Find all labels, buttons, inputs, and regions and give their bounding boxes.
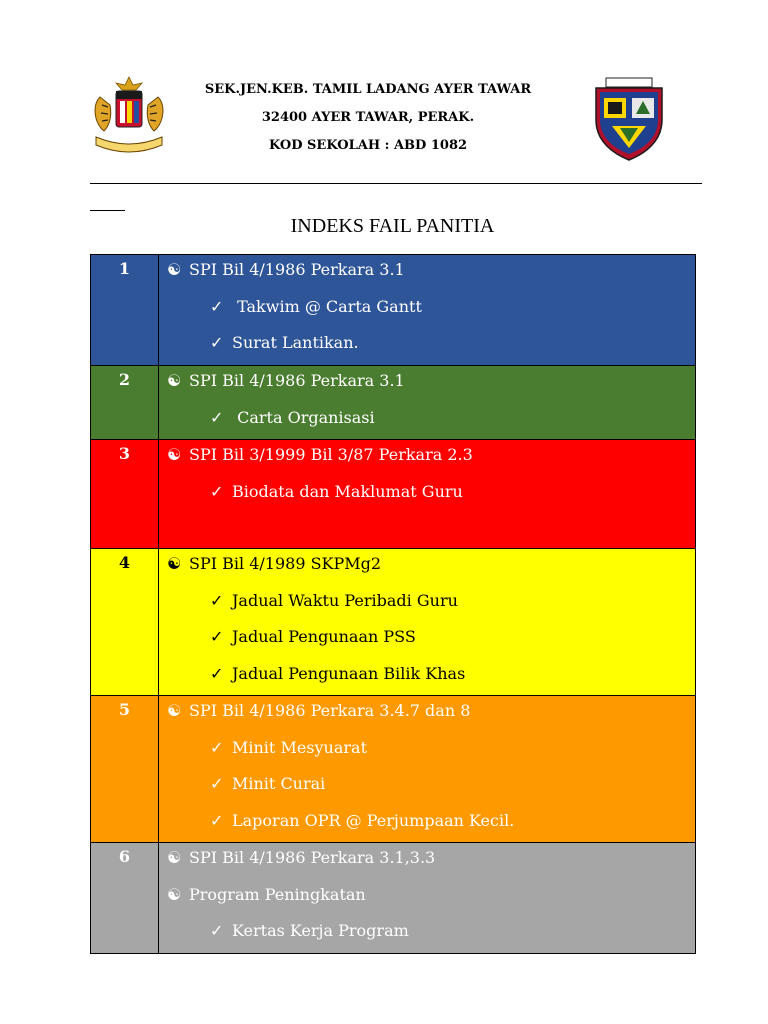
row-number: 6 [91, 843, 159, 954]
row-number: 3 [91, 440, 159, 549]
checklist-item [159, 659, 695, 696]
checklist-item [159, 328, 695, 365]
school-header [180, 80, 556, 164]
index-row [91, 549, 696, 696]
spi-reference-text: SPI Bil 4/1986 Perkara 3.4.7 dan 8 [189, 701, 471, 720]
index-row [91, 255, 696, 366]
spi-reference [159, 255, 695, 292]
row-content [159, 366, 696, 440]
checklist-item-text: Jadual Pengunaan Bilik Khas [232, 663, 466, 683]
check-icon: ✓ [210, 774, 224, 793]
school-code: KOD SEKOLAH : ABD 1082 [268, 138, 468, 153]
row-number: 5 [91, 696, 159, 843]
spi-reference-text: SPI Bil 4/1986 Perkara 3.1 [189, 260, 405, 279]
checklist-item-text: Carta Organisasi [232, 407, 375, 427]
check-icon: ✓ [210, 663, 224, 683]
check-icon: ✓ [210, 296, 224, 316]
checklist-item [159, 769, 695, 806]
checklist-item-text: Takwim @ Carta Gantt [232, 296, 422, 316]
row-content [159, 255, 696, 366]
check-icon: ✓ [210, 590, 224, 610]
row-content [159, 696, 696, 843]
check-icon: ✓ [210, 737, 224, 757]
index-row [91, 696, 696, 843]
checklist-item [159, 403, 695, 440]
row-content [159, 440, 696, 549]
row-content [159, 549, 696, 696]
row-content [159, 843, 696, 954]
checklist-item-text: Laporan OPR @ Perjumpaan Kecil. [232, 810, 515, 830]
check-icon: ✓ [210, 407, 224, 427]
row-number: 4 [91, 549, 159, 696]
school-address: 32400 AYER TAWAR, PERAK. [261, 110, 475, 125]
checklist-item [159, 292, 695, 329]
spi-reference [159, 880, 695, 917]
national-crest-logo [86, 75, 172, 161]
checklist-item [159, 806, 695, 843]
index-row [91, 366, 696, 440]
checklist-item-text: Minit Mesyuarat [232, 737, 367, 757]
spi-reference-text: SPI Bil 3/1999 Bil 3/87 Perkara 2.3 [189, 445, 473, 464]
check-icon: ✓ [210, 333, 224, 352]
yin-yang-icon: ☯ [167, 260, 182, 279]
spi-reference [159, 843, 695, 880]
spi-reference-text: SPI Bil 4/1986 Perkara 3.1 [189, 371, 405, 390]
checklist-item [159, 477, 695, 514]
checklist-item-text: Minit Curai [232, 774, 326, 793]
spi-reference-text: SPI Bil 4/1986 Perkara 3.1,3.3 [189, 848, 436, 867]
yin-yang-icon: ☯ [167, 371, 182, 390]
header-divider [90, 183, 702, 184]
spi-reference-text: SPI Bil 4/1989 SKPMg2 [189, 554, 382, 573]
checklist-item [159, 622, 695, 659]
checklist-item-text: Biodata dan Maklumat Guru [232, 481, 463, 501]
document-title: INDEKS FAIL PANITIA [290, 215, 495, 237]
school-name: SEK.JEN.KEB. TAMIL LADANG AYER TAWAR [204, 82, 532, 97]
yin-yang-icon: ☯ [167, 445, 182, 464]
index-row [91, 440, 696, 549]
header-divider-short [90, 210, 125, 211]
check-icon: ✓ [210, 810, 224, 830]
spi-reference-text: Program Peningkatan [189, 884, 366, 904]
checklist-item-text: Jadual Pengunaan PSS [232, 627, 416, 646]
check-icon: ✓ [210, 481, 224, 501]
index-row [91, 843, 696, 954]
checklist-item-text: Jadual Waktu Peribadi Guru [232, 590, 458, 610]
file-index-table [90, 254, 696, 954]
checklist-item [159, 733, 695, 770]
school-crest-logo [592, 76, 666, 162]
checklist-item-text: Surat Lantikan. [232, 333, 359, 352]
check-icon: ✓ [210, 627, 224, 646]
yin-yang-icon: ☯ [167, 701, 182, 720]
row-number: 1 [91, 255, 159, 366]
yin-yang-icon: ☯ [167, 848, 182, 867]
yin-yang-icon: ☯ [167, 884, 182, 904]
spi-reference [159, 440, 695, 477]
check-icon: ✓ [210, 921, 224, 940]
checklist-item [159, 586, 695, 623]
checklist-item-text: Kertas Kerja Program [232, 921, 409, 940]
spi-reference [159, 366, 695, 403]
yin-yang-icon: ☯ [167, 554, 182, 573]
spi-reference [159, 549, 695, 586]
spi-reference [159, 696, 695, 733]
checklist-item [159, 916, 695, 953]
row-number: 2 [91, 366, 159, 440]
